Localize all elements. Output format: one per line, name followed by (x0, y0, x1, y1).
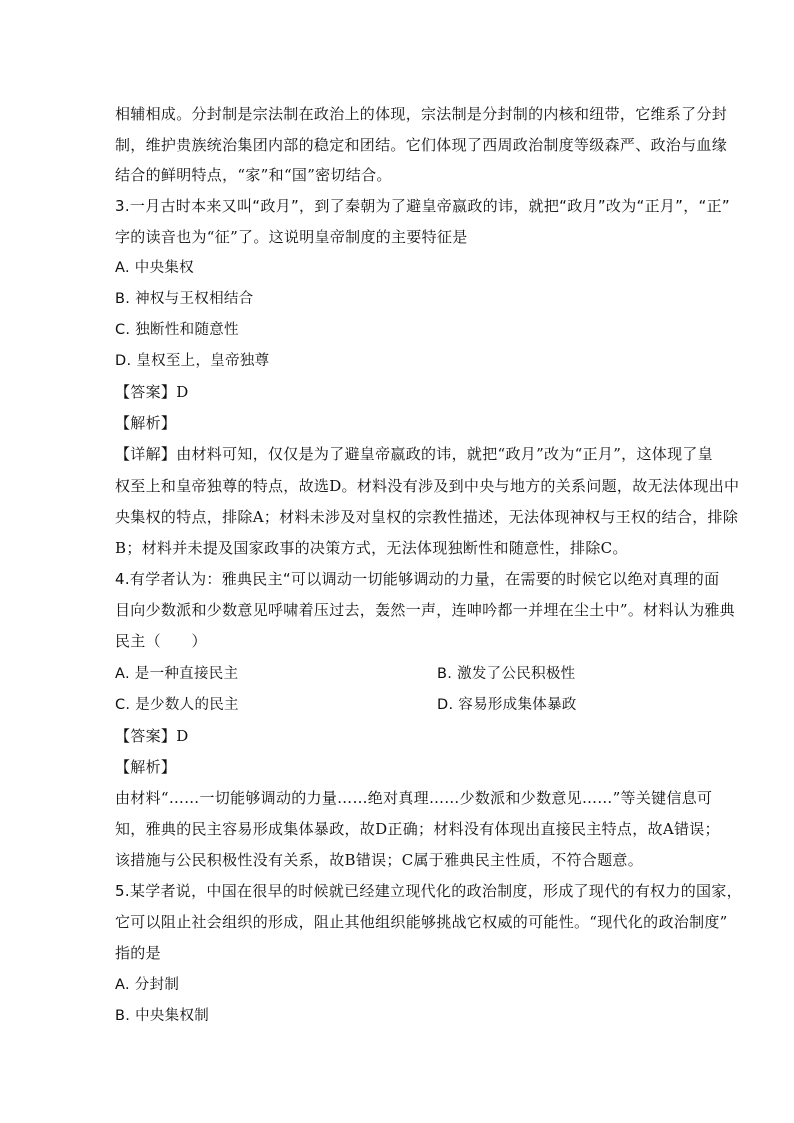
question-5-stem: 5.某学者说，中国在很早的时候就已经建立现代化的政治制度，形成了现代的有权力的国家， (115, 882, 742, 900)
question-4-stem: 民主（ ） (115, 632, 207, 650)
option-a: A. 是一种直接民主 (115, 666, 239, 682)
text-line: 相辅相成。分封制是宗法制在政治上的体现，宗法制是分封制的内核和纽带，它维系了分封 (115, 105, 728, 123)
option-b: B. 中央集权制 (115, 1008, 210, 1024)
answer-label: 【答案】D (115, 727, 189, 745)
analysis-label: 【解析】 (115, 758, 177, 776)
text-line: 知，雅典的民主容易形成集体暴政，故D正确；材料没有体现出直接民主特点，故A错误； (115, 820, 720, 838)
text-line: 结合的鲜明特点，“家”和“国”密切结合。 (115, 166, 392, 184)
option-c: C. 独断性和随意性 (115, 322, 239, 338)
option-b: B. 激发了公民积极性 (437, 666, 576, 682)
text-line: 央集权的特点，排除A；材料未涉及对皇权的宗教性描述，无法体现神权与王权的结合，排除 (115, 508, 739, 526)
question-5-stem: 指的是 (115, 944, 161, 962)
text-line: B；材料并未提及国家政事的决策方式，无法体现独断性和随意性，排除C。 (115, 539, 628, 557)
question-4-stem: 目向少数派和少数意见呼啸着压过去，轰然一声，连呻吟都一并埋在尘土中”。材料认为雅典 (115, 601, 735, 619)
text-line: 该措施与公民积极性没有关系，故B错误；C属于雅典民主性质，不符合题意。 (115, 851, 644, 869)
question-3-stem: 3.一月古时本来又叫“政月”，到了秦朝为了避皇帝嬴政的讳，就把“政月”改为“正月”，“正” (115, 197, 730, 215)
text-line: 制，维护贵族统治集团内部的稳定和团结。它们体现了西周政治制度等级森严、政治与血缘 (115, 136, 728, 154)
text-line: 由材料“……一切能够调动的力量……绝对真理……少数派和少数意见……”等关键信息可 (115, 789, 713, 807)
analysis-label: 【解析】 (115, 414, 177, 432)
question-3-stem: 字的读音也为“征”了。这说明皇帝制度的主要特征是 (115, 228, 468, 246)
answer-label: 【答案】D (115, 383, 189, 401)
text-line: 权至上和皇帝独尊的特点，故选D。材料没有涉及到中央与地方的关系问题，故无法体现出中 (115, 477, 740, 495)
option-b: B. 神权与王权相结合 (115, 291, 254, 307)
option-d: D. 皇权至上，皇帝独尊 (115, 353, 270, 369)
text-line: 【详解】由材料可知，仅仅是为了避皇帝嬴政的讳，就把“政月”改为“正月”，这体现了皇 (115, 445, 713, 463)
option-d: D. 容易形成集体暴政 (437, 697, 577, 713)
option-a: A. 分封制 (115, 977, 180, 993)
option-c: C. 是少数人的民主 (115, 697, 239, 713)
question-4-stem: 4.有学者认为：雅典民主“可以调动一切能够调动的力量，在需要的时候它以绝对真理的面 (115, 570, 720, 588)
option-a: A. 中央集权 (115, 260, 194, 276)
question-5-stem: 它可以阻止社会组织的形成，阻止其他组织能够挑战它权威的可能性。“现代化的政治制度” (115, 913, 728, 931)
